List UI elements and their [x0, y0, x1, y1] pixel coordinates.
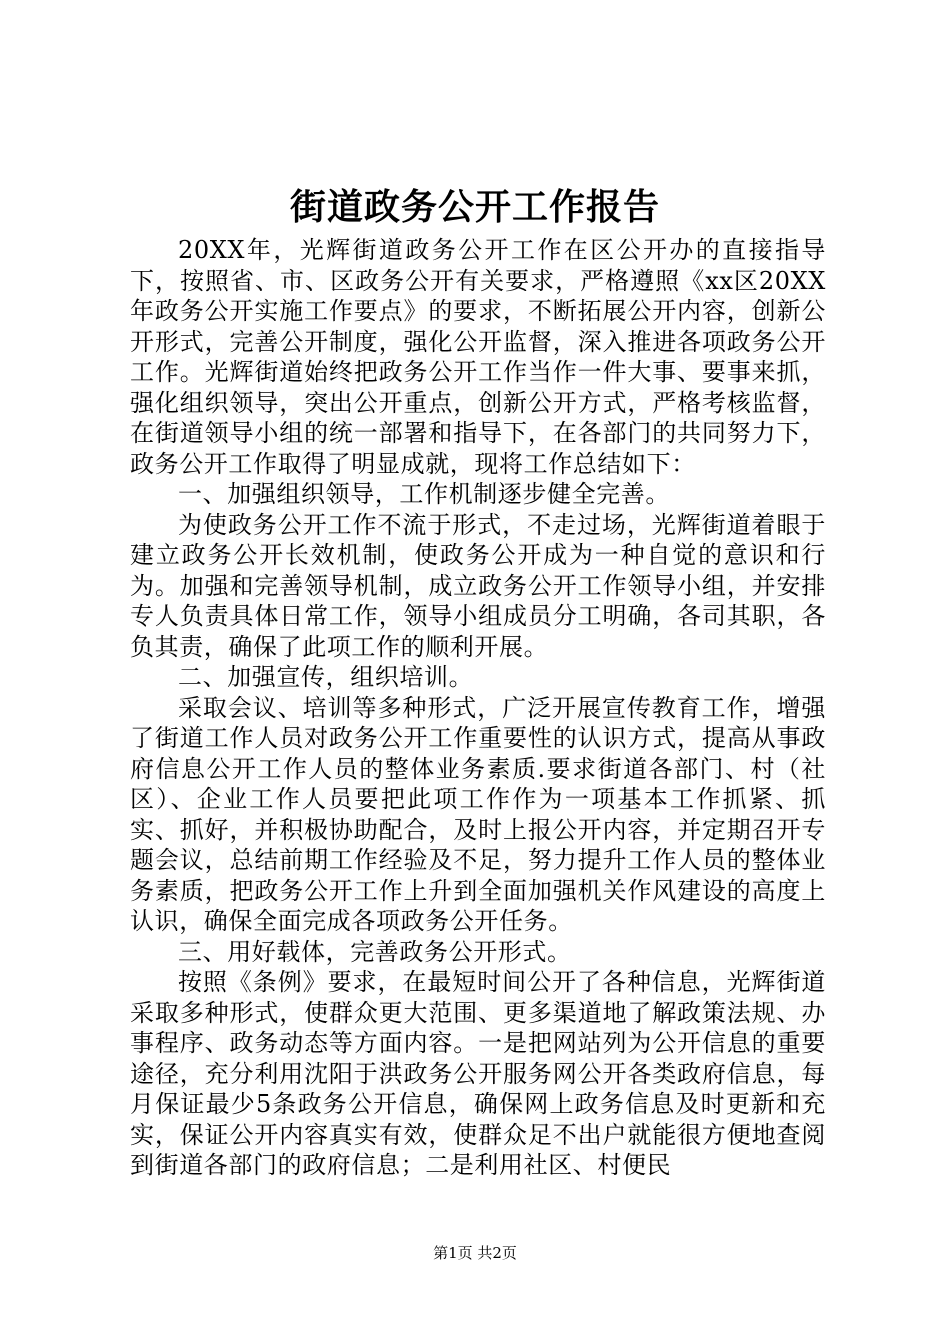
page-footer: 第1页 共2页: [433, 1244, 517, 1262]
section-1-paragraph: 为使政务公开工作不流于形式，不走过场，光辉街道着眼于建立政务公开长效机制，使政务公开成为一种自觉的意识和行为。加强和完善领导机制，成立政务公开工作领导小组，并安排专人负责具体日常工作，领导小组成员分工明确，各司其职，各负其责，确保了此项工作的顺利开展。: [130, 510, 826, 661]
section-heading-1: 一、加强组织领导，工作机制逐步健全完善。: [178, 480, 670, 508]
section-heading-3: 三、用好载体，完善政务公开形式。: [178, 937, 572, 966]
intro-paragraph: 20XX年，光辉街道政务公开工作在区公开办的直接指导下，按照省、市、区政务公开有关要求，严格遵照《xx区20XX年政务公开实施工作要点》的要求，不断拓展公开内容，创新公开形式，完善公开制度，强化公开监督，深入推进各项政务公开工作。光辉街道始终把政务公开工作当作一件大事、要事来抓，强化组织领导，突出公开重点，创新公开方式，严格考核监督，在街道领导小组的统一部署和指导下，在各部门的共同努力下，政务公开工作取得了明显成就，现将工作总结如下：: [130, 236, 826, 478]
section-heading-2: 二、加强宣传，组织培训。: [178, 663, 474, 691]
document-body: [130, 235, 826, 1181]
section-2-paragraph: 采取会议、培训等多种形式，广泛开展宣传教育工作，增强了街道工作人员对政务公开工作重要性的认识方式，提高从事政府信息公开工作人员的整体业务素质.要求街道各部门、村（社区）、企业工作人员要把此项工作作为一项基本工作抓紧、抓实、抓好，并积极协助配合，及时上报公开内容，并定期召开专题会议，总结前期工作经验及不足，努力提升工作人员的整体业务素质，把政务公开工作上升到全面加强机关作风建设的高度上认识，确保全面完成各项政务公开任务。: [130, 693, 826, 935]
document-title: 街道政务公开工作报告: [289, 187, 660, 228]
section-3-paragraph: 按照《条例》要求，在最短时间公开了各种信息，光辉街道采取多种形式，使群众更大范围、更多渠道地了解政策法规、办事程序、政务动态等方面内容。一是把网站列为公开信息的重要途径，充分利用沈阳于洪政务公开服务网公开各类政府信息，每月保证最少5条政务公开信息，确保网上政务信息及时更新和充实，保证公开内容真实有效，使群众足不出户就能很方便地查阅到街道各部门的政府信息；二是利用社区、村便民: [130, 968, 826, 1179]
